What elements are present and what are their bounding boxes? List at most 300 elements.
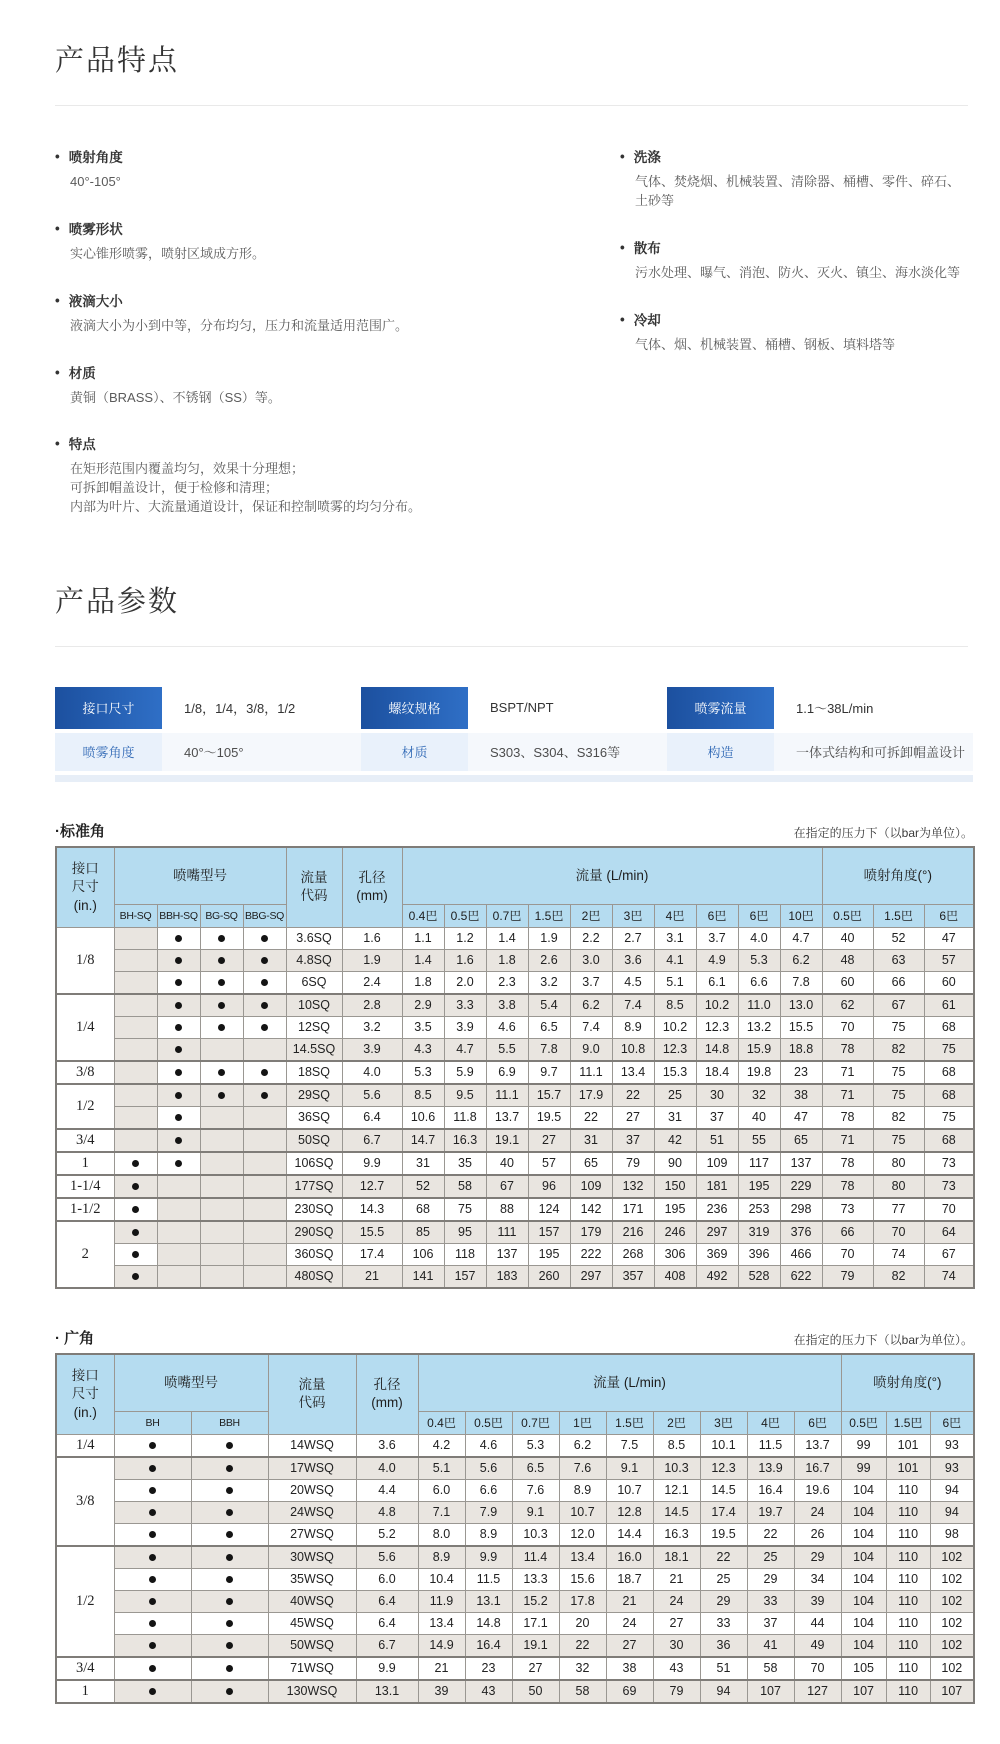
flow-value-cell: 1.8 [486, 949, 528, 971]
table-row [56, 1106, 974, 1129]
dot-icon [226, 1465, 233, 1472]
flow-value-cell: 466 [780, 1243, 822, 1265]
flow-code-cell: 14.5SQ [286, 1038, 342, 1061]
param-pair [361, 687, 667, 729]
flow-value-cell: 58 [747, 1657, 794, 1680]
orifice-cell: 4.4 [356, 1479, 418, 1501]
angle-value-cell: 80 [873, 1175, 924, 1198]
wide-angle-header-row [55, 1327, 973, 1348]
flow-value-cell: 29 [794, 1546, 841, 1569]
flow-code-cell: 24WSQ [268, 1501, 356, 1523]
flow-value-cell: 319 [738, 1221, 780, 1244]
param-value: 1.1～38L/min [774, 687, 973, 729]
flow-value-cell: 8.9 [465, 1523, 512, 1546]
flow-value-cell: 50 [512, 1680, 559, 1703]
flow-value-cell: 109 [696, 1152, 738, 1175]
dot-icon [149, 1465, 156, 1472]
flow-value-cell: 13.4 [418, 1612, 465, 1634]
angle-value-cell: 71 [822, 1061, 873, 1084]
params-grid [55, 687, 968, 771]
table-row [56, 1457, 974, 1480]
model-dot-cell [157, 1016, 200, 1038]
flow-code-cell: 50WSQ [268, 1634, 356, 1657]
flow-value-cell: 14.5 [700, 1479, 747, 1501]
feature-head [55, 433, 620, 453]
orifice-cell: 9.9 [342, 1152, 402, 1175]
orifice-cell: 6.0 [356, 1568, 418, 1590]
flow-value-cell: 5.9 [444, 1061, 486, 1084]
angle-value-cell: 101 [886, 1434, 930, 1457]
model-dot-cell [200, 994, 243, 1017]
flow-value-cell: 8.5 [654, 994, 696, 1017]
flow-value-cell: 11.4 [512, 1546, 559, 1569]
flow-value-cell: 13.1 [465, 1590, 512, 1612]
orifice-cell: 4.0 [356, 1457, 418, 1480]
angle-value-cell: 110 [886, 1546, 930, 1569]
flow-pressure-header: 6巴 [696, 904, 738, 927]
flow-value-cell: 16.4 [747, 1479, 794, 1501]
orifice-cell: 3.6 [356, 1434, 418, 1457]
feature-head [620, 146, 968, 166]
flow-value-cell: 12.3 [700, 1457, 747, 1480]
angle-value-cell: 82 [873, 1265, 924, 1288]
flow-value-cell: 10.6 [402, 1106, 444, 1129]
orifice-cell: 1.6 [342, 927, 402, 949]
flow-value-cell: 10.3 [512, 1523, 559, 1546]
model-dot-cell [191, 1657, 268, 1680]
flow-value-cell: 6.2 [780, 949, 822, 971]
flow-code-cell: 360SQ [286, 1243, 342, 1265]
flow-code-cell: 290SQ [286, 1221, 342, 1244]
feature-head [55, 218, 620, 238]
angle-value-cell: 93 [930, 1457, 974, 1480]
param-row [55, 687, 968, 729]
angle-value-cell: 102 [930, 1612, 974, 1634]
flow-value-cell: 298 [780, 1198, 822, 1221]
model-empty-cell [200, 1265, 243, 1288]
features-columns [55, 146, 968, 543]
flow-value-cell: 34 [794, 1568, 841, 1590]
angle-value-cell: 68 [924, 1084, 974, 1107]
dot-icon [175, 1069, 182, 1076]
flow-value-cell: 6.2 [570, 994, 612, 1017]
feature-head [55, 362, 620, 382]
flow-value-cell: 11.1 [486, 1084, 528, 1107]
angle-value-cell: 74 [924, 1265, 974, 1288]
model-dot-cell [157, 1129, 200, 1152]
model-column-header: BH [114, 1411, 191, 1434]
dot-icon [149, 1665, 156, 1672]
flow-value-cell: 7.8 [528, 1038, 570, 1061]
flow-code-cell: 106SQ [286, 1152, 342, 1175]
model-dot-cell [191, 1546, 268, 1569]
dot-icon [226, 1442, 233, 1449]
flow-value-cell: 5.1 [418, 1457, 465, 1480]
flow-value-cell: 306 [654, 1243, 696, 1265]
param-row [55, 733, 968, 771]
orifice-cell: 4.0 [342, 1061, 402, 1084]
angle-value-cell: 102 [930, 1568, 974, 1590]
table-row [56, 1523, 974, 1546]
param-label: 喷雾角度 [55, 733, 162, 771]
angle-value-cell: 102 [930, 1546, 974, 1569]
flow-value-cell: 16.3 [653, 1523, 700, 1546]
flow-value-cell: 157 [528, 1221, 570, 1244]
flow-value-cell: 13.7 [486, 1106, 528, 1129]
flow-value-cell: 15.5 [780, 1016, 822, 1038]
flow-value-cell: 260 [528, 1265, 570, 1288]
flow-value-cell: 6.6 [738, 971, 780, 994]
param-pair [55, 733, 361, 771]
flow-value-cell: 51 [700, 1657, 747, 1680]
feature-line: 实心锥形喷雾，喷射区域成方形。 [70, 245, 266, 261]
table-row [56, 927, 974, 949]
flow-value-cell: 132 [612, 1175, 654, 1198]
model-dot-cell [200, 1084, 243, 1107]
angle-value-cell: 102 [930, 1590, 974, 1612]
flow-value-cell: 3.1 [654, 927, 696, 949]
angle-value-cell: 101 [886, 1457, 930, 1480]
flow-value-cell: 4.6 [465, 1434, 512, 1457]
flow-value-cell: 18.7 [606, 1568, 653, 1590]
model-dot-cell [191, 1523, 268, 1546]
angle-value-cell: 110 [886, 1657, 930, 1680]
angle-value-cell: 104 [841, 1612, 886, 1634]
flow-pressure-header: 0.7巴 [512, 1411, 559, 1434]
model-empty-cell [200, 1198, 243, 1221]
feature-line: 气体、烟、机械装置、桶槽、钢板、填料塔等 [635, 336, 896, 352]
dot-icon [226, 1531, 233, 1538]
feature-line: 40°-105° [70, 174, 121, 189]
orifice-cell: 3.2 [342, 1016, 402, 1038]
flow-value-cell: 55 [738, 1129, 780, 1152]
model-empty-cell [200, 1129, 243, 1152]
flow-value-cell: 1.9 [528, 927, 570, 949]
flow-value-cell: 369 [696, 1243, 738, 1265]
flow-value-cell: 8.9 [418, 1546, 465, 1569]
flow-value-cell: 21 [653, 1568, 700, 1590]
bullet-icon: • [55, 292, 60, 308]
model-dot-cell [191, 1457, 268, 1480]
flow-value-cell: 13.3 [512, 1568, 559, 1590]
flow-value-cell: 222 [570, 1243, 612, 1265]
flow-value-cell: 27 [653, 1612, 700, 1634]
orifice-cell: 2.8 [342, 994, 402, 1017]
flow-code-cell: 6SQ [286, 971, 342, 994]
flow-value-cell: 39 [794, 1590, 841, 1612]
flow-value-cell: 6.9 [486, 1061, 528, 1084]
model-dot-cell [243, 949, 286, 971]
model-dot-cell [191, 1634, 268, 1657]
flow-value-cell: 47 [780, 1106, 822, 1129]
flow-value-cell: 8.5 [402, 1084, 444, 1107]
param-label: 材质 [361, 733, 468, 771]
flow-value-cell: 117 [738, 1152, 780, 1175]
flow-value-cell: 68 [402, 1198, 444, 1221]
bullet-icon: • [55, 220, 60, 236]
angle-value-cell: 110 [886, 1612, 930, 1634]
flow-code-cell: 230SQ [286, 1198, 342, 1221]
flow-value-cell: 96 [528, 1175, 570, 1198]
bullet-icon: • [55, 364, 60, 380]
flow-pressure-header: 0.4巴 [418, 1411, 465, 1434]
flow-value-cell: 4.1 [654, 949, 696, 971]
model-dot-cell [243, 1061, 286, 1084]
flow-value-cell: 22 [700, 1546, 747, 1569]
param-pair [55, 687, 361, 729]
model-dot-cell [157, 949, 200, 971]
model-dot-cell [114, 1680, 191, 1703]
flow-value-cell: 8.5 [653, 1434, 700, 1457]
flow-value-cell: 19.5 [700, 1523, 747, 1546]
features-column-left [55, 146, 620, 543]
flow-value-cell: 57 [528, 1152, 570, 1175]
size-cell: 1-1/4 [56, 1175, 114, 1198]
flow-value-cell: 10.7 [559, 1501, 606, 1523]
flow-value-cell: 9.1 [512, 1501, 559, 1523]
flow-value-cell: 37 [696, 1106, 738, 1129]
flow-code-cell: 10SQ [286, 994, 342, 1017]
flow-value-cell: 111 [486, 1221, 528, 1244]
flow-value-cell: 90 [654, 1152, 696, 1175]
flow-value-cell: 396 [738, 1243, 780, 1265]
standard-angle-table [55, 846, 975, 1289]
angle-pressure-header: 0.5巴 [841, 1411, 886, 1434]
orifice-cell: 5.6 [342, 1084, 402, 1107]
model-dot-cell [191, 1680, 268, 1703]
flow-value-cell: 15.7 [528, 1084, 570, 1107]
flow-value-cell: 25 [654, 1084, 696, 1107]
angle-value-cell: 68 [924, 1061, 974, 1084]
flow-value-cell: 69 [606, 1680, 653, 1703]
model-column-header: BBH [191, 1411, 268, 1434]
model-dot-cell [157, 1106, 200, 1129]
angle-value-cell: 75 [873, 1084, 924, 1107]
flow-value-cell: 124 [528, 1198, 570, 1221]
angle-value-cell: 110 [886, 1634, 930, 1657]
flow-pressure-header: 0.7巴 [486, 904, 528, 927]
param-label: 构造 [667, 733, 774, 771]
model-empty-cell [243, 1265, 286, 1288]
flow-value-cell: 8.9 [612, 1016, 654, 1038]
orifice-cell: 5.2 [356, 1523, 418, 1546]
feature-item [55, 433, 620, 517]
table-row [56, 1657, 974, 1680]
flow-value-cell: 15.6 [559, 1568, 606, 1590]
angle-value-cell: 73 [924, 1175, 974, 1198]
flow-value-cell: 27 [612, 1106, 654, 1129]
flow-value-cell: 118 [444, 1243, 486, 1265]
flow-value-cell: 246 [654, 1221, 696, 1244]
model-dot-cell [114, 1152, 157, 1175]
model-dot-cell [114, 1479, 191, 1501]
angle-value-cell: 40 [822, 927, 873, 949]
model-empty-cell [157, 1221, 200, 1244]
orifice-cell: 2.4 [342, 971, 402, 994]
feature-head [620, 237, 968, 257]
table-row [56, 1198, 974, 1221]
angle-value-cell: 82 [873, 1038, 924, 1061]
nozzle-models-header: 喷嘴型号 [114, 1354, 268, 1412]
flow-value-cell: 4.7 [780, 927, 822, 949]
flow-value-cell: 5.6 [465, 1457, 512, 1480]
angle-value-cell: 62 [822, 994, 873, 1017]
angle-value-cell: 71 [822, 1084, 873, 1107]
orifice-header: 孔径 (mm) [356, 1354, 418, 1435]
params-section [55, 579, 968, 782]
dot-icon [175, 1092, 182, 1099]
flow-value-cell: 195 [654, 1198, 696, 1221]
size-cell: 1-1/2 [56, 1198, 114, 1221]
flow-value-cell: 13.0 [780, 994, 822, 1017]
flow-value-cell: 8.0 [418, 1523, 465, 1546]
flow-value-cell: 32 [559, 1657, 606, 1680]
flow-code-cell: 71WSQ [268, 1657, 356, 1680]
angle-value-cell: 104 [841, 1634, 886, 1657]
dot-icon [149, 1442, 156, 1449]
model-dot-cell [243, 1016, 286, 1038]
flow-value-cell: 4.7 [444, 1038, 486, 1061]
model-empty-cell [243, 1038, 286, 1061]
model-dot-cell [157, 971, 200, 994]
model-dot-cell [243, 971, 286, 994]
flow-value-cell: 70 [794, 1657, 841, 1680]
flow-value-cell: 4.3 [402, 1038, 444, 1061]
flow-value-cell: 13.4 [559, 1546, 606, 1569]
feature-line: 内部为叶片、大流量通道设计，保证和控制喷雾的均匀分布。 [70, 499, 422, 515]
flow-pressure-header: 0.5巴 [444, 904, 486, 927]
flow-code-cell: 29SQ [286, 1084, 342, 1107]
angle-value-cell: 64 [924, 1221, 974, 1244]
table-row [56, 971, 974, 994]
standard-angle-header-row [55, 820, 973, 841]
flow-value-cell: 5.3 [738, 949, 780, 971]
size-header: 接口 尺寸 (in.) [56, 847, 114, 928]
feature-head [55, 290, 620, 310]
model-empty-cell [243, 1198, 286, 1221]
table-row [56, 1061, 974, 1084]
table-row [56, 949, 974, 971]
size-cell: 1 [56, 1680, 114, 1703]
flow-value-cell: 2.6 [528, 949, 570, 971]
orifice-cell: 12.7 [342, 1175, 402, 1198]
flow-value-cell: 11.5 [465, 1568, 512, 1590]
table-row [56, 1152, 974, 1175]
flow-value-cell: 268 [612, 1243, 654, 1265]
angle-value-cell: 70 [873, 1221, 924, 1244]
flow-value-cell: 94 [700, 1680, 747, 1703]
flow-value-cell: 15.3 [654, 1061, 696, 1084]
standard-angle-note: 在指定的压力下（以bar为单位）。 [793, 825, 973, 840]
size-cell: 3/4 [56, 1129, 114, 1152]
flow-pressure-header: 10巴 [780, 904, 822, 927]
flow-code-cell: 177SQ [286, 1175, 342, 1198]
params-title: 产品参数 [55, 585, 180, 618]
feature-label: 液滴大小 [68, 293, 123, 309]
flow-value-cell: 51 [696, 1129, 738, 1152]
angle-value-cell: 104 [841, 1523, 886, 1546]
angle-value-cell: 78 [822, 1106, 873, 1129]
flow-value-cell: 35 [444, 1152, 486, 1175]
flow-value-cell: 9.5 [444, 1084, 486, 1107]
flow-value-cell: 58 [444, 1175, 486, 1198]
dot-icon [261, 1092, 268, 1099]
flow-value-cell: 43 [465, 1680, 512, 1703]
flow-value-cell: 19.8 [738, 1061, 780, 1084]
dot-icon [261, 957, 268, 964]
feature-line: 气体、焚烧烟、机械装置、清除器、桶槽、零件、碎石、土砂等 [635, 174, 961, 208]
angle-value-cell: 94 [930, 1501, 974, 1523]
feature-text [620, 336, 968, 355]
flow-value-cell: 13.2 [738, 1016, 780, 1038]
dot-icon [175, 1002, 182, 1009]
dot-icon [149, 1576, 156, 1583]
dot-icon [132, 1183, 139, 1190]
dot-icon [175, 1160, 182, 1167]
section-divider [55, 105, 968, 106]
flow-value-cell: 37 [612, 1129, 654, 1152]
flow-value-cell: 15.2 [512, 1590, 559, 1612]
angle-value-cell: 104 [841, 1501, 886, 1523]
param-label: 螺纹规格 [361, 687, 468, 729]
angle-value-cell: 67 [924, 1243, 974, 1265]
feature-item [55, 290, 620, 336]
table-row [56, 1243, 974, 1265]
flow-code-cell: 17WSQ [268, 1457, 356, 1480]
dot-icon [132, 1273, 139, 1280]
feature-text [55, 389, 620, 408]
flow-pressure-header: 3巴 [700, 1411, 747, 1434]
flow-value-cell: 12.3 [654, 1038, 696, 1061]
flow-value-cell: 127 [794, 1680, 841, 1703]
flow-value-cell: 27 [512, 1657, 559, 1680]
feature-label: 材质 [68, 365, 96, 381]
bullet-icon: • [620, 311, 625, 327]
flow-value-cell: 29 [747, 1568, 794, 1590]
flow-value-cell: 24 [794, 1501, 841, 1523]
angle-value-cell: 99 [841, 1434, 886, 1457]
orifice-cell: 6.4 [342, 1106, 402, 1129]
orifice-cell: 9.9 [356, 1657, 418, 1680]
flow-value-cell: 16.3 [444, 1129, 486, 1152]
model-dot-cell [157, 994, 200, 1017]
flow-value-cell: 17.9 [570, 1084, 612, 1107]
model-empty-cell [200, 1152, 243, 1175]
flow-value-cell: 79 [612, 1152, 654, 1175]
dot-icon [175, 957, 182, 964]
model-dot-cell [114, 1590, 191, 1612]
flow-value-cell: 171 [612, 1198, 654, 1221]
flow-value-cell: 11.0 [738, 994, 780, 1017]
flow-value-cell: 7.4 [570, 1016, 612, 1038]
angle-value-cell: 52 [873, 927, 924, 949]
model-empty-cell [200, 1221, 243, 1244]
flow-code-cell: 45WSQ [268, 1612, 356, 1634]
wide-angle-table [55, 1353, 975, 1704]
flow-value-cell: 3.7 [696, 927, 738, 949]
flow-value-cell: 6.5 [512, 1457, 559, 1480]
model-dot-cell [200, 1061, 243, 1084]
angle-header: 喷射角度(°) [841, 1354, 974, 1412]
angle-value-cell: 71 [822, 1129, 873, 1152]
angle-value-cell: 98 [930, 1523, 974, 1546]
flow-value-cell: 1.6 [444, 949, 486, 971]
model-dot-cell [157, 927, 200, 949]
flow-value-cell: 10.1 [700, 1434, 747, 1457]
flow-value-cell: 19.1 [486, 1129, 528, 1152]
flow-value-cell: 30 [653, 1634, 700, 1657]
angle-value-cell: 107 [930, 1680, 974, 1703]
